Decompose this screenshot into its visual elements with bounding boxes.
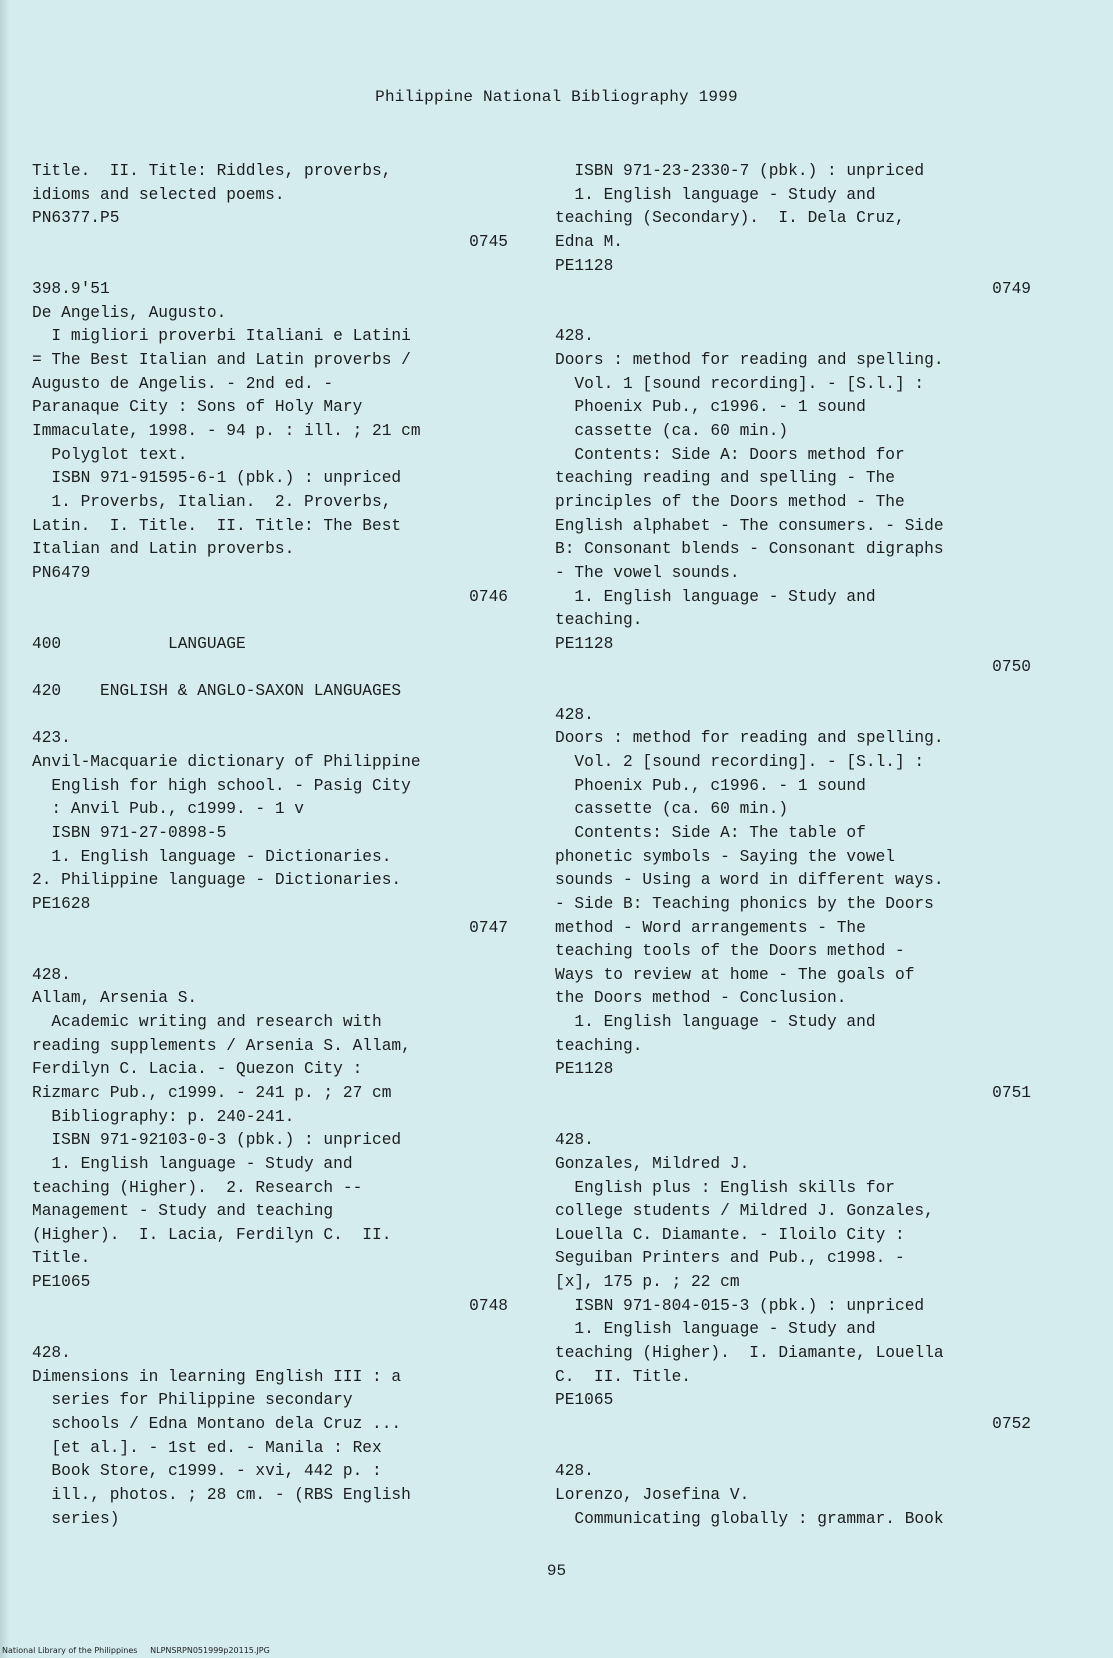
text-line: : Anvil Pub., c1999. - 1 v: [32, 800, 304, 819]
text-line: Louella C. Diamante. - Iloilo City :: [555, 1225, 905, 1244]
entry-number: 0748: [469, 1296, 508, 1315]
text-line: 428.: [555, 1462, 594, 1481]
right-column: [555, 160, 1035, 1531]
text-line: Management - Study and teaching: [32, 1202, 334, 1221]
text-line: 2. Philippine language - Dictionaries.: [32, 871, 402, 890]
text-line: Doors : method for reading and spelling.: [555, 729, 944, 748]
text-line: - Side B: Teaching phonics by the Doors: [555, 894, 934, 913]
text-line: teaching (Higher). I. Diamante, Louella: [555, 1344, 944, 1363]
text-line: Academic writing and research with: [32, 1013, 382, 1032]
text-line: PE1128: [555, 634, 614, 653]
text-line: ISBN 971-804-015-3 (pbk.) : unpriced: [555, 1296, 925, 1315]
text-line: teaching reading and spelling - The: [555, 469, 895, 488]
text-line: teaching (Secondary). I. Dela Cruz,: [555, 209, 905, 228]
text-line: B: Consonant blends - Consonant digraphs: [555, 540, 944, 559]
text-line: Title. II. Title: Riddles, proverbs,: [32, 162, 392, 180]
page-number: 95: [546, 1562, 567, 1580]
text-line: PE1065: [555, 1391, 614, 1410]
text-line: college students / Mildred J. Gonzales,: [555, 1202, 934, 1221]
text-line: 428.: [32, 1344, 71, 1363]
text-line: Phoenix Pub., c1996. - 1 sound: [555, 776, 866, 795]
text-line: Title.: [32, 1249, 91, 1268]
text-line: Lorenzo, Josefina V.: [555, 1485, 750, 1504]
text-line: Immaculate, 1998. - 94 p. : ill. ; 21 cm: [32, 422, 421, 441]
text-line: Edna M.: [555, 232, 623, 251]
text-line: 1. Proverbs, Italian. 2. Proverbs,: [32, 492, 392, 511]
text-line: 1. English language - Study and: [32, 1154, 353, 1173]
text-line: C. II. Title.: [555, 1367, 691, 1386]
text-line: 400 LANGUAGE: [32, 634, 246, 653]
blank-line: [555, 1437, 1035, 1461]
text-line: PE1128: [555, 1060, 614, 1079]
text-line: 428.: [555, 705, 594, 724]
text-line: PN6377.P5: [32, 209, 120, 228]
text-line: Augusto de Angelis. - 2nd ed. -: [32, 374, 334, 393]
text-line: 398.9'51: [32, 280, 110, 299]
text-line: phonetic symbols - Saying the vowel: [555, 847, 895, 866]
text-line: Bibliography: p. 240-241.: [32, 1107, 295, 1126]
text-line: ISBN 971-92103-0-3 (pbk.) : unpriced: [32, 1131, 402, 1150]
text-line: 423.: [32, 729, 71, 748]
text-line: Book Store, c1999. - xvi, 442 p. :: [32, 1462, 382, 1481]
entry-number: 0752: [992, 1414, 1031, 1433]
text-line: reading supplements / Arsenia S. Allam,: [32, 1036, 411, 1055]
page-edge: [0, 0, 10, 1658]
text-line: 1. English language - Dictionaries.: [32, 847, 392, 866]
text-line: ISBN 971-27-0898-5: [32, 823, 227, 842]
text-line: Seguiban Printers and Pub., c1998. -: [555, 1249, 905, 1268]
text-line: 428.: [555, 327, 594, 346]
text-line: English for high school. - Pasig City: [32, 776, 411, 795]
text-line: De Angelis, Augusto.: [32, 303, 227, 322]
text-line: English alphabet - The consumers. - Side: [555, 516, 944, 535]
text-line: principles of the Doors method - The: [555, 492, 905, 511]
page-header: Philippine National Bibliography 1999: [375, 88, 738, 106]
text-line: teaching.: [555, 1036, 643, 1055]
entry-number: 0750: [992, 658, 1031, 677]
text-line: [et al.]. - 1st ed. - Manila : Rex: [32, 1438, 382, 1457]
text-line: sounds - Using a word in different ways.: [555, 871, 944, 890]
text-line: series for Philippine secondary: [32, 1391, 353, 1410]
entry-number: 0751: [992, 1083, 1031, 1102]
text-line: English plus : English skills for: [555, 1178, 895, 1197]
text-line: Vol. 2 [sound recording]. - [S.l.] :: [555, 753, 925, 772]
text-line: series): [32, 1509, 120, 1528]
text-line: Phoenix Pub., c1996. - 1 sound: [555, 398, 866, 417]
text-line: Gonzales, Mildred J.: [555, 1154, 750, 1173]
text-line: (Higher). I. Lacia, Ferdilyn C. II.: [32, 1225, 392, 1244]
text-line: 1. English language - Study and: [555, 1320, 876, 1339]
blank-line: [32, 1318, 512, 1342]
text-line: 420 ENGLISH & ANGLO-SAXON LANGUAGES: [32, 682, 402, 701]
text-line: 1. English language - Study and: [555, 1013, 876, 1032]
blank-line: [555, 680, 1035, 704]
entry-number: 0749: [992, 280, 1031, 299]
text-line: Ferdilyn C. Lacia. - Quezon City :: [32, 1060, 363, 1079]
text-line: - The vowel sounds.: [555, 563, 740, 582]
text-line: = The Best Italian and Latin proverbs /: [32, 351, 411, 370]
blank-line: [32, 704, 512, 728]
text-line: Paranaque City : Sons of Holy Mary: [32, 398, 363, 417]
text-line: Anvil-Macquarie dictionary of Philippine: [32, 753, 421, 772]
entry-number: 0746: [469, 587, 508, 606]
text-line: ISBN 971-23-2330-7 (pbk.) : unpriced: [555, 162, 925, 180]
text-line: PE1628: [32, 894, 91, 913]
text-line: Dimensions in learning English III : a: [32, 1367, 402, 1386]
text-line: Rizmarc Pub., c1999. - 241 p. ; 27 cm: [32, 1083, 392, 1102]
text-line: 1. English language - Study and: [555, 185, 876, 204]
left-column: [32, 160, 512, 1531]
text-line: PE1065: [32, 1273, 91, 1292]
text-line: I migliori proverbi Italiani e Latini: [32, 327, 411, 346]
text-line: Italian and Latin proverbs.: [32, 540, 295, 559]
text-line: Contents: Side A: The table of: [555, 823, 866, 842]
text-line: Ways to review at home - The goals of: [555, 965, 915, 984]
text-line: Latin. I. Title. II. Title: The Best: [32, 516, 402, 535]
text-line: teaching.: [555, 611, 643, 630]
text-line: 1. English language - Study and: [555, 587, 876, 606]
entry-number: 0747: [469, 918, 508, 937]
footer-caption: National Library of the Philippines NLPNSRPN051999p20115.JPG: [2, 1646, 270, 1655]
blank-line: [32, 656, 512, 680]
blank-line: [32, 940, 512, 964]
text-line: ill., photos. ; 28 cm. - (RBS English: [32, 1485, 411, 1504]
text-line: Communicating globally : grammar. Book: [555, 1509, 944, 1528]
text-line: [x], 175 p. ; 22 cm: [555, 1273, 740, 1292]
text-line: teaching tools of the Doors method -: [555, 942, 905, 961]
blank-line: [32, 609, 512, 633]
text-line: 428.: [32, 965, 71, 984]
text-line: method - Word arrangements - The: [555, 918, 866, 937]
entry-number: 0745: [469, 232, 508, 251]
text-line: idioms and selected poems.: [32, 185, 285, 204]
blank-line: [32, 255, 512, 279]
text-line: Vol. 1 [sound recording]. - [S.l.] :: [555, 374, 925, 393]
text-line: teaching (Higher). 2. Research --: [32, 1178, 363, 1197]
text-line: Contents: Side A: Doors method for: [555, 445, 905, 464]
text-line: ISBN 971-91595-6-1 (pbk.) : unpriced: [32, 469, 402, 488]
text-line: 428.: [555, 1131, 594, 1150]
text-line: PE1128: [555, 256, 614, 275]
blank-line: [555, 1106, 1035, 1130]
text-line: PN6479: [32, 563, 91, 582]
text-line: Allam, Arsenia S.: [32, 989, 198, 1008]
text-line: schools / Edna Montano dela Cruz ...: [32, 1414, 402, 1433]
text-line: Doors : method for reading and spelling.: [555, 351, 944, 370]
text-line: cassette (ca. 60 min.): [555, 800, 789, 819]
text-line: Polyglot text.: [32, 445, 188, 464]
text-line: cassette (ca. 60 min.): [555, 422, 789, 441]
text-line: the Doors method - Conclusion.: [555, 989, 847, 1008]
blank-line: [555, 302, 1035, 326]
